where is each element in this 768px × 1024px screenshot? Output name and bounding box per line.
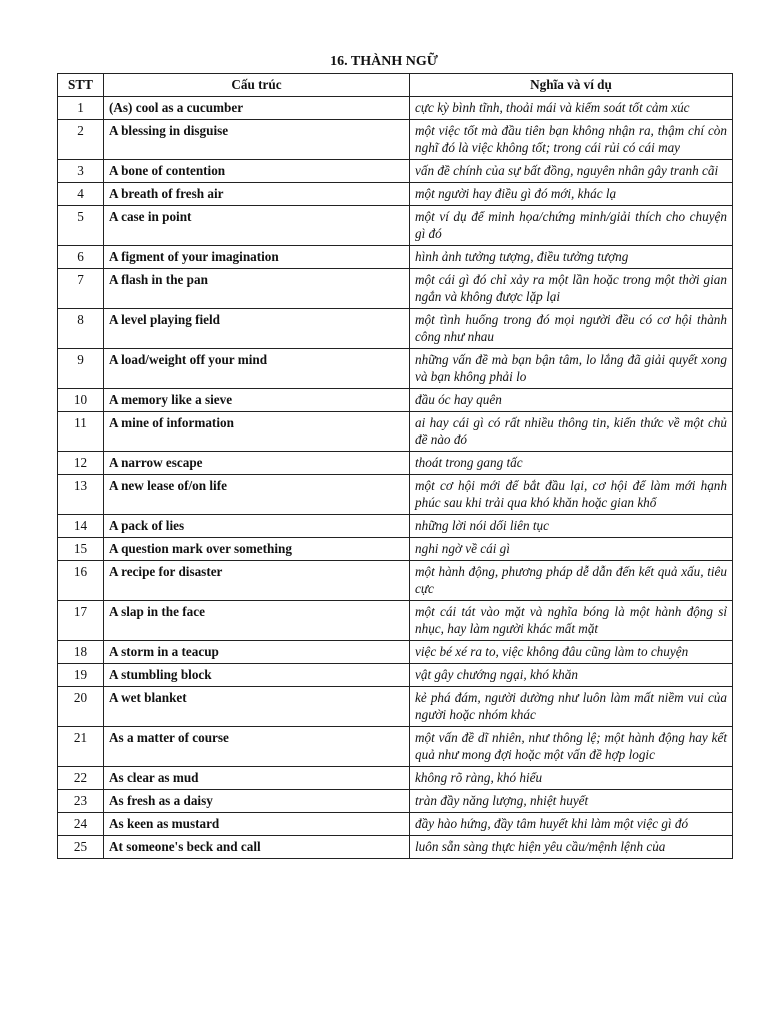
row-number: 17	[58, 601, 104, 641]
idiom-structure: A mine of information	[104, 412, 410, 452]
table-row	[58, 767, 733, 790]
idiom-meaning: một việc tốt mà đầu tiên bạn không nhận ra, thậm chí còn nghĩ đó là việc không tốt; trong cái rủi có cái may	[410, 120, 733, 160]
table-row	[58, 246, 733, 269]
idiom-meaning: một cái tát vào mặt và nghĩa bóng là một hành động sỉ nhục, hay làm người khác mất mặt	[410, 601, 733, 641]
idiom-structure: A load/weight off your mind	[104, 349, 410, 389]
table-row	[58, 183, 733, 206]
idiom-structure: A pack of lies	[104, 515, 410, 538]
idiom-structure: As a matter of course	[104, 727, 410, 767]
idiom-meaning: một cơ hội mới để bắt đầu lại, cơ hội để làm mới hạnh phúc sau khi trải qua khó khăn hoặc gian khổ	[410, 475, 733, 515]
row-number: 14	[58, 515, 104, 538]
idiom-structure: A slap in the face	[104, 601, 410, 641]
row-number: 20	[58, 687, 104, 727]
idiom-meaning: luôn sẵn sàng thực hiện yêu cầu/mệnh lệnh của	[410, 836, 733, 859]
idiom-structure: A level playing field	[104, 309, 410, 349]
table-row	[58, 813, 733, 836]
idiom-structure: A wet blanket	[104, 687, 410, 727]
table-row	[58, 120, 733, 160]
row-number: 1	[58, 97, 104, 120]
row-number: 16	[58, 561, 104, 601]
table-row	[58, 309, 733, 349]
row-number: 11	[58, 412, 104, 452]
table-body	[58, 97, 733, 859]
idiom-structure: As clear as mud	[104, 767, 410, 790]
table-row	[58, 727, 733, 767]
row-number: 5	[58, 206, 104, 246]
table-row	[58, 687, 733, 727]
table-row	[58, 790, 733, 813]
idiom-meaning: tràn đầy năng lượng, nhiệt huyết	[410, 790, 733, 813]
table-row	[58, 97, 733, 120]
idiom-meaning: cực kỳ bình tĩnh, thoải mái và kiểm soát tốt cảm xúc	[410, 97, 733, 120]
idiom-meaning: kẻ phá đám, người dường như luôn làm mất niềm vui của người hoặc nhóm khác	[410, 687, 733, 727]
column-header-number: STT	[58, 74, 104, 97]
row-number: 3	[58, 160, 104, 183]
idiom-meaning: những vấn đề mà bạn bận tâm, lo lắng đã giải quyết xong và bạn không phải lo	[410, 349, 733, 389]
document-title: 16. THÀNH NGỮ	[330, 54, 438, 69]
table-row	[58, 515, 733, 538]
idiom-structure: At someone's beck and call	[104, 836, 410, 859]
row-number: 4	[58, 183, 104, 206]
row-number: 13	[58, 475, 104, 515]
idiom-meaning: không rõ ràng, khó hiểu	[410, 767, 733, 790]
row-number: 25	[58, 836, 104, 859]
row-number: 21	[58, 727, 104, 767]
table-row	[58, 641, 733, 664]
idiom-meaning: thoát trong gang tấc	[410, 452, 733, 475]
idiom-meaning: hình ảnh tưởng tượng, điều tưởng tượng	[410, 246, 733, 269]
column-header-meaning: Nghĩa và ví dụ	[410, 74, 733, 97]
row-number: 6	[58, 246, 104, 269]
idiom-structure: A stumbling block	[104, 664, 410, 687]
row-number: 10	[58, 389, 104, 412]
idiom-meaning: vật gây chướng ngại, khó khăn	[410, 664, 733, 687]
row-number: 9	[58, 349, 104, 389]
row-number: 8	[58, 309, 104, 349]
idiom-meaning: đầu óc hay quên	[410, 389, 733, 412]
idiom-structure: As fresh as a daisy	[104, 790, 410, 813]
table-row	[58, 475, 733, 515]
table-row	[58, 538, 733, 561]
idiom-structure: A recipe for disaster	[104, 561, 410, 601]
row-number: 18	[58, 641, 104, 664]
row-number: 19	[58, 664, 104, 687]
idiom-structure: A memory like a sieve	[104, 389, 410, 412]
row-number: 2	[58, 120, 104, 160]
idiom-meaning: đầy hào hứng, đầy tâm huyết khi làm một việc gì đó	[410, 813, 733, 836]
table-row	[58, 836, 733, 859]
idiom-meaning: một tình huống trong đó mọi người đều có cơ hội thành công như nhau	[410, 309, 733, 349]
idioms-table	[57, 73, 733, 859]
idiom-structure: A storm in a teacup	[104, 641, 410, 664]
idiom-structure: A case in point	[104, 206, 410, 246]
idiom-meaning: việc bé xé ra to, việc không đâu cũng làm to chuyện	[410, 641, 733, 664]
idiom-structure: As keen as mustard	[104, 813, 410, 836]
table-header-row	[58, 74, 733, 97]
row-number: 12	[58, 452, 104, 475]
row-number: 23	[58, 790, 104, 813]
idiom-meaning: một vấn đề dĩ nhiên, như thông lệ; một hành động hay kết quả như mong đợi hoặc một vấn đề hợp logic	[410, 727, 733, 767]
idiom-structure: A question mark over something	[104, 538, 410, 561]
table-row	[58, 389, 733, 412]
row-number: 7	[58, 269, 104, 309]
table-row	[58, 269, 733, 309]
idiom-meaning: vấn đề chính của sự bất đồng, nguyên nhân gây tranh cãi	[410, 160, 733, 183]
table-row	[58, 601, 733, 641]
idiom-structure: A flash in the pan	[104, 269, 410, 309]
idiom-structure: (As) cool as a cucumber	[104, 97, 410, 120]
column-header-structure: Cấu trúc	[104, 74, 410, 97]
idiom-meaning: ai hay cái gì có rất nhiều thông tin, kiến thức về một chủ đề nào đó	[410, 412, 733, 452]
idiom-structure: A figment of your imagination	[104, 246, 410, 269]
row-number: 22	[58, 767, 104, 790]
idiom-structure: A bone of contention	[104, 160, 410, 183]
idiom-structure: A blessing in disguise	[104, 120, 410, 160]
table-row	[58, 561, 733, 601]
row-number: 24	[58, 813, 104, 836]
table-row	[58, 160, 733, 183]
table-row	[58, 206, 733, 246]
idiom-meaning: một hành động, phương pháp dễ dẫn đến kết quả xấu, tiêu cực	[410, 561, 733, 601]
idiom-meaning: một người hay điều gì đó mới, khác lạ	[410, 183, 733, 206]
idiom-meaning: nghi ngờ về cái gì	[410, 538, 733, 561]
idiom-structure: A new lease of/on life	[104, 475, 410, 515]
idiom-meaning: một ví dụ để minh họa/chứng minh/giải thích cho chuyện gì đó	[410, 206, 733, 246]
table-row	[58, 349, 733, 389]
idiom-meaning: một cái gì đó chỉ xảy ra một lần hoặc trong một thời gian ngắn và không được lặp lại	[410, 269, 733, 309]
row-number: 15	[58, 538, 104, 561]
table-row	[58, 452, 733, 475]
idiom-structure: A narrow escape	[104, 452, 410, 475]
idiom-structure: A breath of fresh air	[104, 183, 410, 206]
idiom-meaning: những lời nói dối liên tục	[410, 515, 733, 538]
table-row	[58, 664, 733, 687]
table-row	[58, 412, 733, 452]
